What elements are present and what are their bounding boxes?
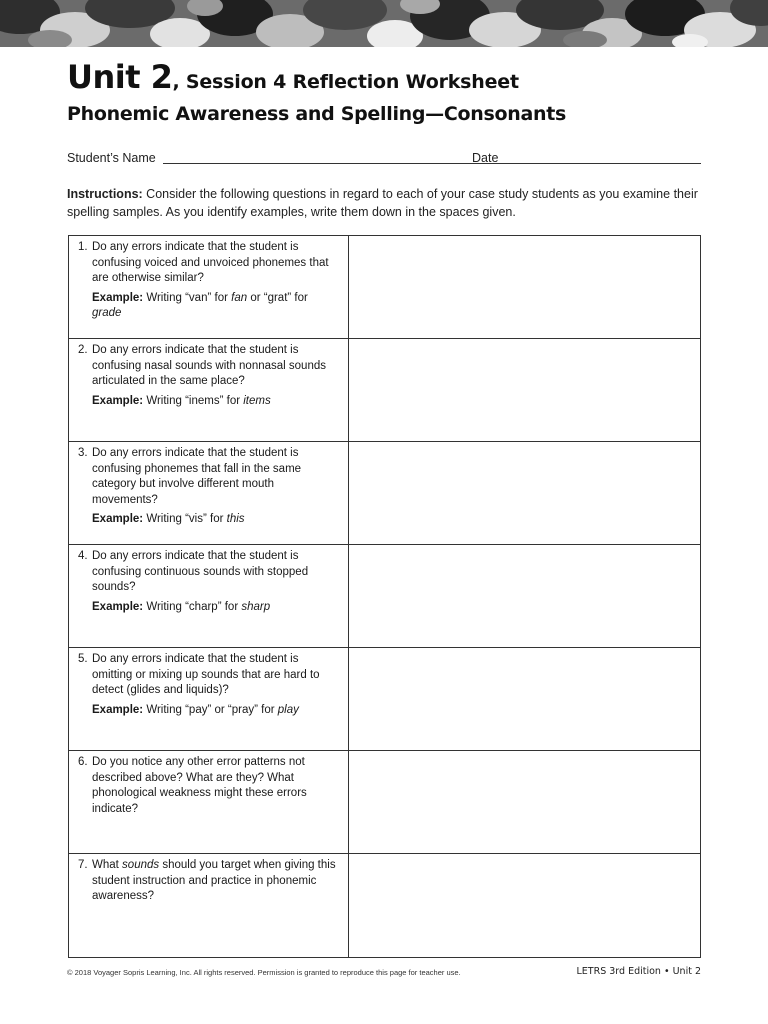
question-row-3 [69,442,700,545]
example-text: Writing “inems” for [143,394,244,407]
question-text: Do any errors indicate that the student is omitting or mixing up sounds that are hard to detect (glides and liquids)? [92,653,320,696]
answer-box-3[interactable] [349,442,700,544]
question-number: 7. [78,859,88,871]
example-label: Example: [92,394,144,407]
question-text: Do any errors indicate that the student is confusing voiced and unvoiced phonemes that are otherwise similar? [92,241,329,284]
question-number: 1. [78,241,88,253]
question-row-7 [69,854,700,957]
example-word: play [277,703,299,716]
answer-box-5[interactable] [349,648,700,750]
question-table [68,235,701,958]
date-label: Date [472,151,499,165]
question-number: 4. [78,550,88,562]
example-word: grade [92,307,122,319]
question-example [78,394,340,410]
question-row-6 [69,751,700,854]
question-text: Do any errors indicate that the student is confusing nasal sounds with nonnasal sounds articulated in the same place? [92,344,326,387]
example-label: Example: [92,513,144,525]
example-text: Writing “van” for [143,291,232,304]
session-title: , Session 4 Reflection Worksheet [172,71,519,93]
example-label: Example: [92,291,144,304]
example-word: sharp [241,600,271,613]
example-word: this [226,513,245,525]
answer-box-4[interactable] [349,545,700,647]
decorative-banner [0,0,768,47]
question-cell [69,236,349,338]
question-cell [69,442,349,544]
question-cell [69,648,349,750]
example-word: items [243,394,271,407]
instructions [67,185,701,221]
worksheet-subtitle: Phonemic Awareness and Spelling—Consonants [67,103,567,125]
example-text: or “grat” for [247,291,308,304]
example-text: Writing “pay” or “pray” for [143,703,278,716]
question-example [78,600,340,616]
question-number: 3. [78,447,88,459]
copyright-notice: © 2018 Voyager Sopris Learning, Inc. All rights reserved. Permission is granted to reproduce this page for teacher use. [67,968,461,977]
question-text-part: should you target when giving this student instruction and practice in phonemic awareness? [92,859,336,902]
question-text: Do you notice any other error patterns not described above? What are they? What phonological weakness might these errors indicate? [92,756,307,815]
question-cell [69,751,349,853]
answer-box-7[interactable] [349,854,700,957]
example-text: Writing “charp” for [143,600,242,613]
question-number: 2. [78,344,88,356]
example-text: Writing “vis” for [143,513,227,525]
answer-box-2[interactable] [349,339,700,441]
unit-label: Unit 2 [67,58,173,96]
question-number: 6. [78,756,88,768]
instructions-text: Consider the following questions in regard to each of your case study students as you examine their spelling samples. As you identify examples, write them down in the spaces given. [67,187,698,219]
question-text: Do any errors indicate that the student is confusing continuous sounds with stopped sounds? [92,550,309,593]
question-row-4 [69,545,700,648]
instructions-lead: Instructions: [67,187,143,201]
question-cell [69,854,349,957]
question-cell [69,339,349,441]
worksheet-title [67,58,519,96]
question-emphasis: sounds [122,859,160,871]
example-label: Example: [92,600,144,613]
example-word: fan [231,291,248,304]
question-example [78,703,340,719]
question-row-1 [69,236,700,339]
question-example [78,291,340,322]
question-number: 5. [78,653,88,665]
question-cell [69,545,349,647]
student-name-label: Student’s Name [67,151,156,165]
question-text-part: What [92,859,123,871]
answer-box-6[interactable] [349,751,700,853]
question-row-5 [69,648,700,751]
question-text [92,858,340,905]
edition-label: LETRS 3rd Edition • Unit 2 [576,966,701,977]
example-label: Example: [92,703,144,716]
question-row-2 [69,339,700,442]
question-example [78,512,340,528]
student-info-row [67,151,701,169]
question-text: Do any errors indicate that the student is confusing phonemes that fall in the same category but involve different mouth movements? [92,447,302,506]
date-field[interactable] [509,163,701,164]
answer-box-1[interactable] [349,236,700,338]
